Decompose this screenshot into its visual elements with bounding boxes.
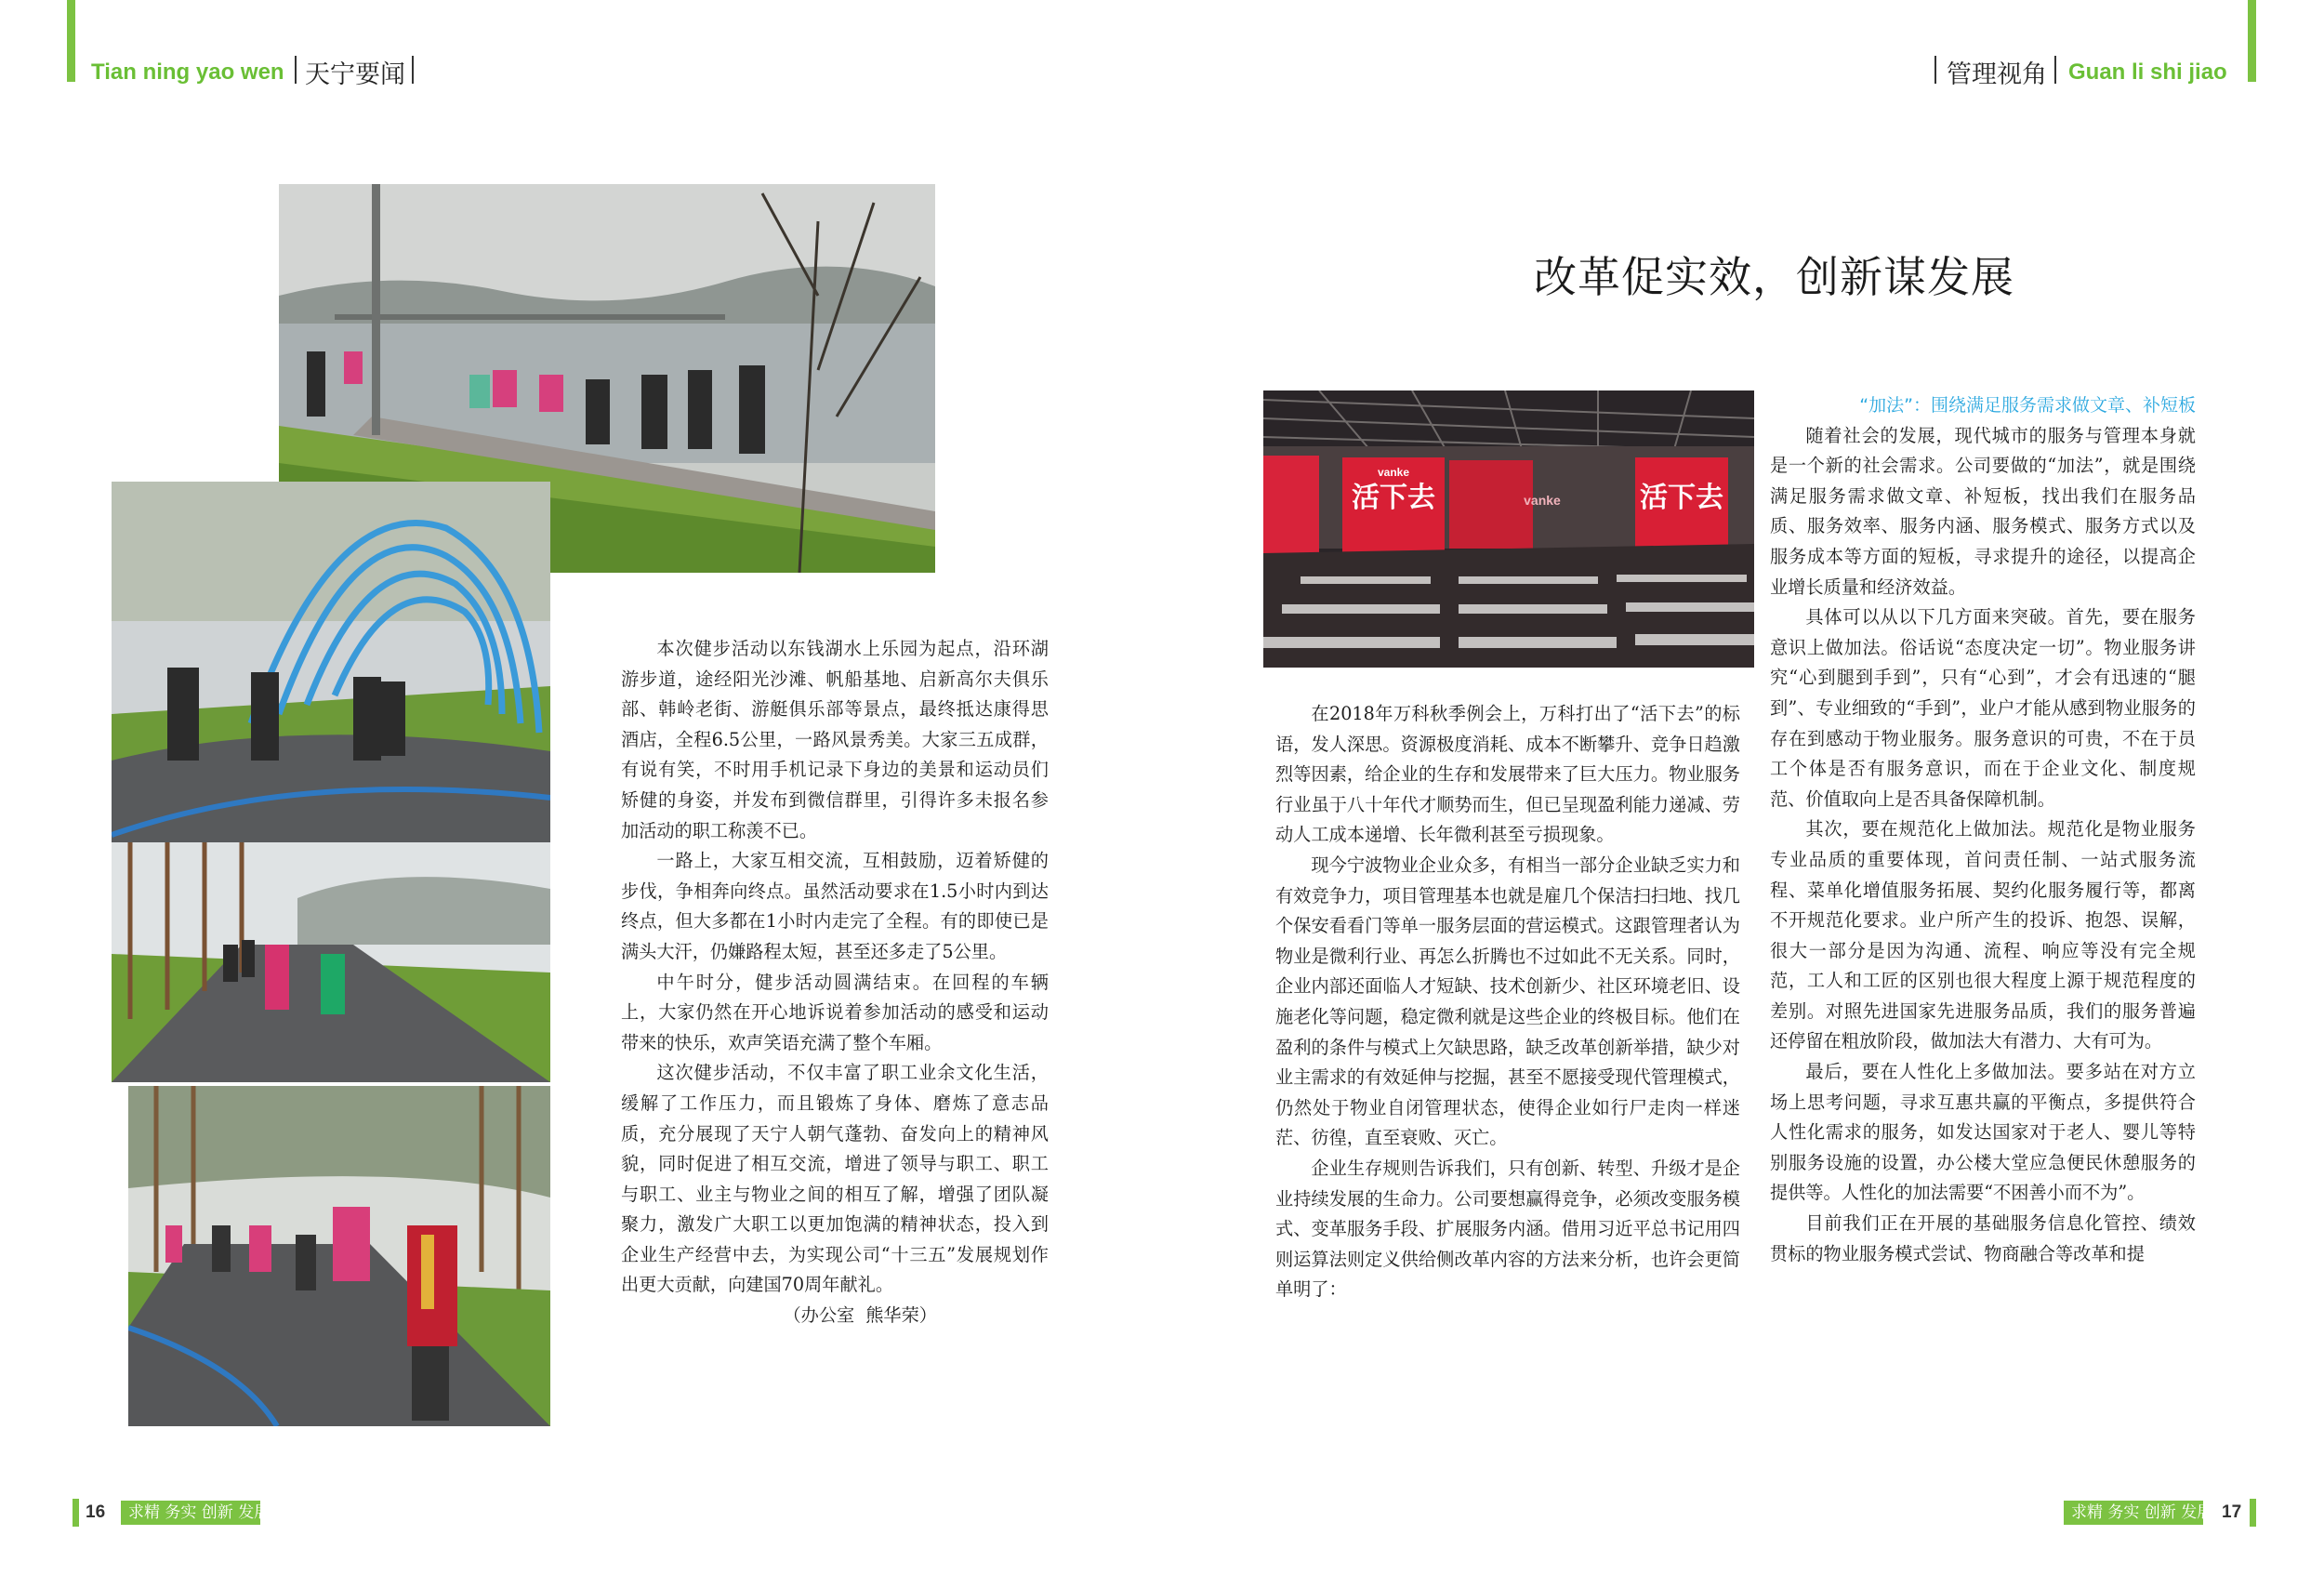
left-article-byline (621, 1301, 1049, 1331)
header-right-accent-bar (2248, 0, 2256, 82)
right-article-column-2 (1770, 390, 2196, 1269)
footer-right-accent-bar (2250, 1499, 2256, 1527)
right-article-paragraph: 其次，要在规范化上做加法。规范化是物业服务专业品质的重要体现，首问责任制、一站式服务流程、菜单化增值服务拓展、契约化服务履行等，都离不开规范化要求。业户所产生的投诉、抱怨、误解，很大一部分是因为沟通、流程、响应等没有完全规范，工人和工匠的区别也很大程度上源于规范程度的差别。对照先进国家先进服务品质，我们的服务普遍还停留在粗放阶段，做加法大有潜力、大有可为。 (1770, 818, 2196, 1052)
byline-department: （办公室 (783, 1304, 855, 1327)
page-number-right: 17 (2222, 1502, 2242, 1522)
header-left-divider (295, 56, 297, 84)
footer-left-motto: 求精 务实 创新 发展 (121, 1501, 260, 1525)
header-right-pinyin: Guan li shi jiao (2068, 60, 2227, 85)
header-right-divider-end (2054, 56, 2056, 84)
right-article-column-1 (1275, 699, 1740, 1305)
left-article-paragraph: 一路上，大家互相交流，互相鼓励，迈着矫健的步伐，争相奔向终点。虽然活动要求在1.5小时内到达终点，但大多都在1小时内走完了全程。有的即使已是满头大汗，仍嫌路程太短，甚至还多走了5公里。 (621, 850, 1049, 962)
header-left-accent-bar (67, 0, 75, 82)
left-article-paragraph: 这次健步活动，不仅丰富了职工业余文化生活，缓解了工作压力，而且锻炼了身体、磨炼了意志品质，充分展现了天宁人朝气蓬勃、奋发向上的精神风貌，同时促进了相互交流，增进了领导与职工、职工与职工、业主与物业之间的相互了解，增强了团队凝聚力，激发广大职工以更加饱满的精神状态，投入到企业生产经营中去，为实现公司“十三五”发展规划作出更大贡献，向建国70周年献礼。 (621, 1062, 1049, 1296)
right-article-paragraph: 随着社会的发展，现代城市的服务与管理本身就是一个新的社会需求。公司要做的“加法”，就是围绕满足服务需求做文章、补短板，找出我们在服务品质、服务效率、服务内涵、服务模式、服务方式以及服务成本等方面的短板，寻求提升的途径，以提高企业增长质量和经济效益。 (1770, 424, 2196, 598)
screen-slogan-left: 活下去 (1352, 482, 1435, 514)
right-article-paragraph: 具体可以从以下几方面来突破。首先，要在服务意识上做加法。俗话说“态度决定一切”。物业服务讲究“心到腿到手到”，只有“心到”，才会有迅速的“腿到”、专业细致的“手到”，业户才能从感到物业服务的存在到感动于物业服务。服务意识的可贵，不在于员工个体是否有服务意识，而在于企业文化、制度规范、价值取向上是否具备保障机制。 (1770, 606, 2196, 810)
right-article-paragraph: 目前我们正在开展的基础服务信息化管控、绩效贯标的物业服务模式尝试、物商融合等改革和提 (1770, 1212, 2196, 1264)
article-title: 改革促实效，创新谋发展 (1534, 252, 2014, 302)
screen-brand-left: vanke (1377, 466, 1410, 479)
footer-left-accent-bar (73, 1499, 79, 1527)
screen-slogan-right: 活下去 (1640, 482, 1723, 514)
right-article-paragraph: 在2018年万科秋季例会上，万科打出了“活下去”的标语，发人深思。资源极度消耗、成本不断攀升、竞争日趋激烈等因素，给企业的生存和发展带来了巨大压力。物业服务行业虽于八十年代才顺势而生，但已呈现盈利能力递减、劳动人工成本递增、长年微利甚至亏损现象。 (1275, 703, 1740, 846)
page-number-left: 16 (86, 1502, 106, 1522)
header-right-divider (1934, 56, 1936, 84)
left-article-body (621, 634, 1049, 1331)
header-left-pinyin: Tian ning yao wen (91, 60, 284, 85)
header-left-divider-end (412, 56, 414, 84)
left-article-paragraph: 中午时分，健步活动圆满结束。在回程的车辆上，大家仍然在开心地诉说着参加活动的感受和运动带来的快乐，欢声笑语充满了整个车厢。 (621, 971, 1049, 1053)
blue-arch-bridge-photo (112, 482, 550, 842)
footer-right-motto: 求精 务实 创新 发展 (2064, 1501, 2203, 1525)
header-left-section-title: 天宁要闻 (305, 60, 405, 89)
byline-author: 熊华荣） (865, 1304, 937, 1327)
right-article-paragraph: 现今宁波物业企业众多，有相当一部分企业缺乏实力和有效竞争力，项目管理基本也就是雇几个保洁扫扫地、找几个保安看看门等单一服务层面的营运模式。这跟管理者认为物业是微利行业、再怎么折腾也不过如此不无关系。同时，企业内部还面临人才短缺、技术创新少、社区环境老旧、设施老化等问题，稳定微利就是这些企业的终极目标。他们在盈利的条件与模式上欠缺思路，缺乏改革创新举措，缺少对业主需求的有效延伸与挖掘，甚至不愿接受现代管理模式，仍然处于物业自闭管理状态，使得企业如行尸走肉一样迷茫、彷徨，直至衰败、灭亡。 (1275, 854, 1740, 1149)
header-right-section-title: 管理视角 (1947, 60, 2047, 89)
right-article-paragraph: 企业生存规则告诉我们，只有创新、转型、升级才是企业持续发展的生命力。公司要想赢得竞争，必须改变服务模式、变革服务手段、扩展服务内涵。借用习近平总书记用四则运算法则定义供给侧改革内容的方法来分析，也许会更简单明了： (1275, 1157, 1740, 1301)
right-article-paragraph: 最后，要在人性化上多做加法。要多站在对方立场上思考问题，寻求互惠共赢的平衡点，多提供符合人性化需求的服务，如发达国家对于老人、婴儿等特别服务设施的设置，办公楼大堂应急便民休憩服务的提供等。人性化的加法需要“不困善小而不为”。 (1770, 1061, 2196, 1204)
tree-lined-path-photo (112, 842, 550, 1082)
left-article-paragraph: 本次健步活动以东钱湖水上乐园为起点，沿环湖游步道，途经阳光沙滩、帆船基地、启新高尔夫俱乐部、韩岭老街、游艇俱乐部等景点，最终抵达康得思酒店，全程6.5公里，一路风景秀美。大家三五成群，有说有笑，不时用手机记录下身边的美景和运动员们矫健的身姿，并发布到微信群里，引得许多未报名参加活动的职工称羡不已。 (621, 638, 1049, 841)
screen-brand-center: vanke (1524, 493, 1561, 508)
section-subheading: “加法”：围绕满足服务需求做文章、补短板 (1859, 395, 2196, 416)
conference-hall-photo (1263, 390, 1754, 668)
group-walking-photo (128, 1086, 550, 1426)
